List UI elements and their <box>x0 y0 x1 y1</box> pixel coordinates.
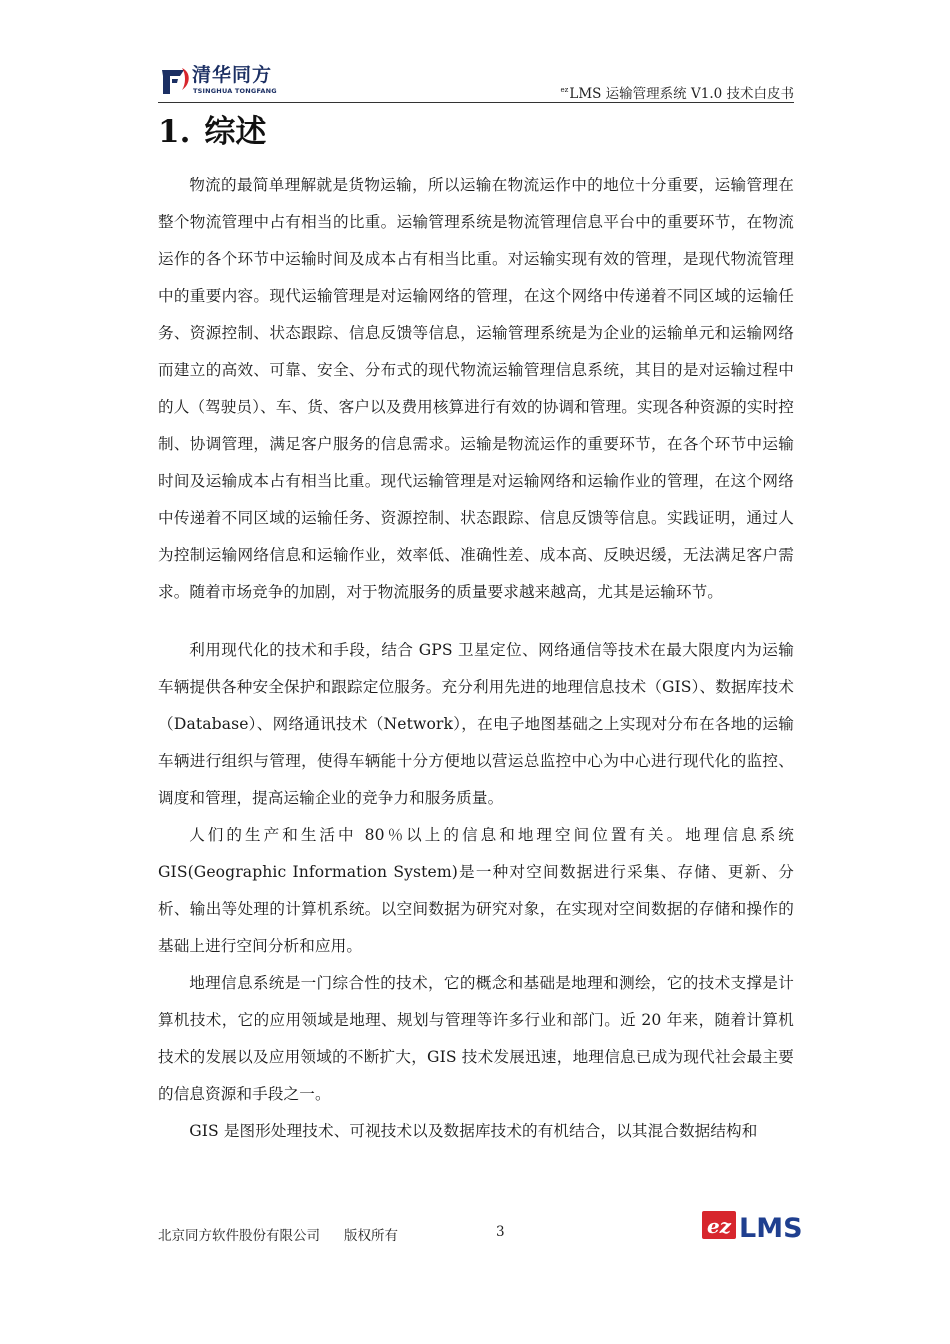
logo-english-text: TSINGHUA TONGFANG <box>193 87 277 95</box>
section-number: 1. <box>158 114 191 150</box>
document-title <box>561 82 794 102</box>
paragraph: 人们的生产和生活中 80％以上的信息和地理空间位置有关。地理信息系统 GIS(Geographic Information System)是一种对空间数据进行采集、存储、更新、分析、输出等处理的计算机系统。以空间数据为研究对象，在实现对空间数据的存储和操作的基础上进行空间分析和应用。 <box>158 826 794 955</box>
paragraph: 地理信息系统是一门综合性的技术，它的概念和基础是地理和测绘，它的技术支撑是计算机技术，它的应用领域是地理、规划与管理等许多行业和部门。近 20 年来，随着计算机技术的发展以及应用领域的不断扩大，GIS 技术发展迅速，地理信息已成为现代社会最主要的信息资源和手段之一。 <box>158 974 794 1103</box>
footer-copyright: 版权所有 <box>344 1228 398 1244</box>
ezlms-logo-text: LMS <box>739 1213 803 1244</box>
footer-company: 北京同方软件股份有限公司 <box>158 1228 320 1244</box>
header-divider <box>158 102 794 103</box>
ezlms-logo-mark: ez <box>706 1214 732 1238</box>
paragraph: 物流的最简单理解就是货物运输，所以运输在物流运作中的地位十分重要，运输管理在整个物流管理中占有相当的比重。运输管理系统是物流管理信息平台中的重要环节，在物流运作的各个环节中运输时间及成本占有相当比重。对运输实现有效的管理，是现代物流管理中的重要内容。现代运输管理是对运输网络的管理，在这个网络中传递着不同区域的运输任务、资源控制、状态跟踪、信息反馈等信息，运输管理系统是为企业的运输单元和运输网络而建立的高效、可靠、安全、分布式的现代物流运输管理信息系统，其目的是对运输过程中的人（驾驶员）、车、货、客户以及费用核算进行有效的协调和管理。实现各种资源的实时控制、协调管理，满足客户服务的信息需求。运输是物流运作的重要环节，在各个环节中运输时间及运输成本占有相当比重。现代运输管理是对运输网络和运输作业的管理，在这个网络中传递着不同区域的运输任务、资源控制、状态跟踪、信息反馈等信息。实践证明，通过人为控制运输网络信息和运输作业，效率低、准确性差、成本高、反映迟缓，无法满足客户需求。随着市场竞争的加剧，对于物流服务的质量要求越来越高，尤其是运输环节。 <box>158 176 794 601</box>
page-number: 3 <box>496 1224 505 1240</box>
ezlms-logo-icon <box>702 1210 803 1244</box>
tsinghua-tongfang-logo <box>158 62 288 98</box>
tongfang-logo-mark-icon <box>158 64 192 96</box>
page-footer <box>158 1208 803 1252</box>
body-text <box>158 167 794 1150</box>
logo-chinese-text: 清华同方 <box>192 64 273 86</box>
title-superscript: ez <box>560 86 569 94</box>
section-heading <box>158 110 266 154</box>
paragraph: 利用现代化的技术和手段，结合 GPS 卫星定位、网络通信等技术在最大限度内为运输车辆提供各种安全保护和跟踪定位服务。充分利用先进的地理信息技术（GIS）、数据库技术（Database）、网络通讯技术（Network），在电子地图基础之上实现对分布在各地的运输车辆进行组织与管理，使得车辆能十分方便地以营运总监控中心为中心进行现代化的监控、调度和管理，提高运输企业的竞争力和服务质量。 <box>158 641 794 807</box>
title-text: LMS 运输管理系统 V1.0 技术白皮书 <box>569 86 794 102</box>
page-header <box>158 62 794 104</box>
paragraph: GIS 是图形处理技术、可视技术以及数据库技术的有机结合，以其混合数据结构和 <box>189 1122 758 1140</box>
section-title: 综述 <box>204 114 267 150</box>
